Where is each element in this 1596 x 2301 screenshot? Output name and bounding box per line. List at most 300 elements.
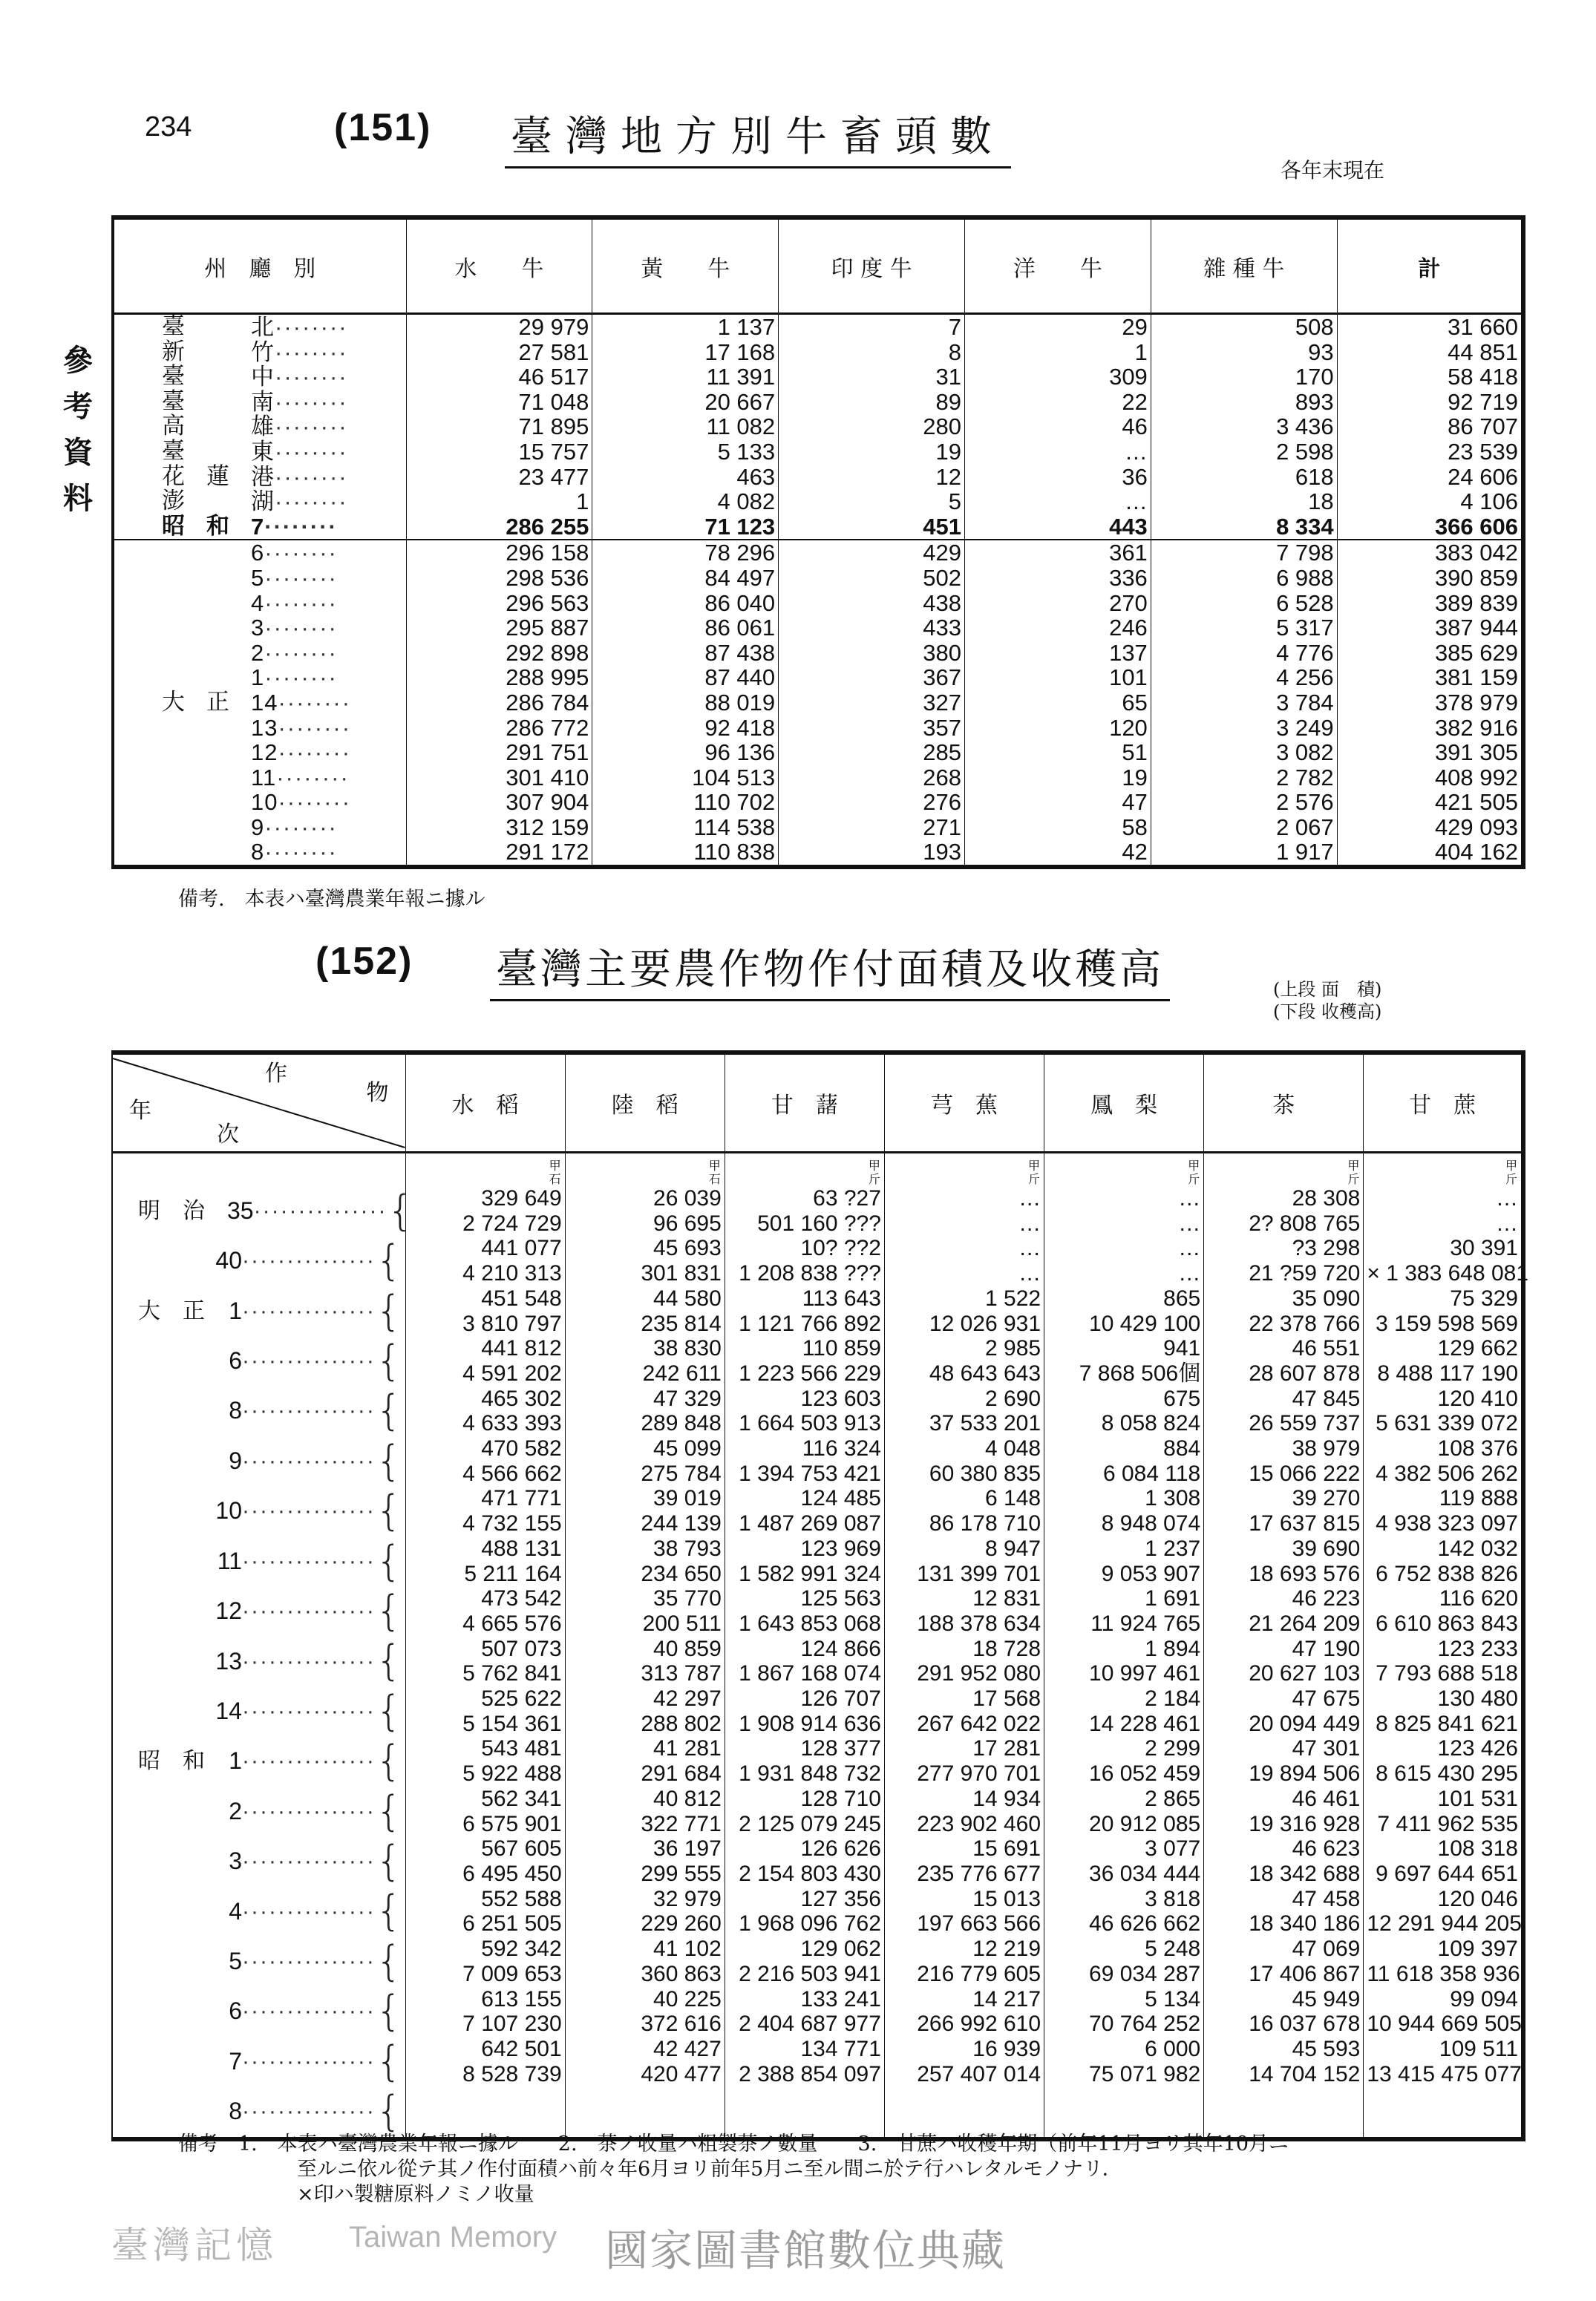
side-label-char: 資	[63, 435, 93, 470]
row-label-text: 中	[251, 364, 275, 390]
harvest-cell: 5 762 841	[405, 1661, 565, 1686]
row-label-group	[117, 566, 403, 591]
area-cell	[1204, 2086, 1364, 2112]
harvest-cell: 299 555	[565, 1862, 725, 1887]
harvest-cell: 501 160 ???	[725, 1211, 884, 1237]
leader-dots: ···············	[242, 1649, 376, 1674]
area-cell: 15 691	[884, 1836, 1044, 1862]
harvest-cell: 37 533 201	[884, 1411, 1044, 1436]
year-number: 40	[215, 1247, 242, 1274]
harvest-cell: 4 566 662	[405, 1462, 565, 1487]
year-label	[112, 1787, 405, 1836]
area-cell: 471 771	[405, 1486, 565, 1511]
harvest-cell: 6 084 118	[1044, 1462, 1204, 1487]
area-cell: 14 934	[884, 1787, 1044, 1812]
header-prefecture: 州 廳 別	[113, 217, 406, 314]
row-label-group	[117, 665, 403, 690]
harvest-cell: 21 264 209	[1204, 1611, 1364, 1637]
area-cell: 865	[1044, 1286, 1204, 1312]
area-cell: …	[884, 1186, 1044, 1211]
brace-icon: {	[375, 1887, 402, 1936]
harvest-cell: 9 697 644 651	[1364, 1862, 1523, 1887]
row-label-group	[117, 462, 403, 490]
harvest-cell: 6 610 863 843	[1364, 1611, 1523, 1637]
leader-dots: ···············	[242, 1849, 376, 1874]
row-label-lead	[251, 414, 396, 439]
table-cell: 298 536	[406, 566, 592, 591]
harvest-cell: 8 825 841 621	[1364, 1712, 1523, 1737]
harvest-cell: …	[1044, 1211, 1204, 1237]
table-row	[113, 765, 1523, 791]
year-number: 9	[229, 1447, 242, 1474]
table-row	[113, 716, 1523, 741]
harvest-cell: 275 784	[565, 1462, 725, 1487]
brace-icon: {	[375, 1487, 402, 1536]
table-row	[113, 489, 1523, 514]
unit-label	[1187, 1159, 1200, 1186]
table-row	[113, 514, 1523, 540]
table-cell: 46 517	[406, 364, 592, 390]
area-cell: 38 830	[565, 1336, 725, 1361]
brace-icon: {	[375, 1586, 402, 1635]
harvest-cell: 1 223 566 229	[725, 1361, 884, 1387]
harvest-cell: 242 611	[565, 1361, 725, 1387]
row-label-group	[117, 716, 403, 741]
unit-cell	[405, 1153, 565, 1187]
area-cell: 75 329	[1364, 1286, 1523, 1312]
table-cell: 367	[779, 665, 965, 690]
harvest-cell: 4 210 313	[405, 1261, 565, 1286]
area-cell: 45 593	[1204, 2037, 1364, 2062]
remark-line: 至ルニ依ル從テ其ノ作付面積ハ前々年6月ヨリ前年5月ニ至ル間ニ於テ行ハレタルモノナリ．	[297, 2158, 1122, 2181]
table-row-area	[112, 1436, 1523, 1462]
harvest-cell: 28 607 878	[1204, 1361, 1364, 1387]
year-number: 5	[229, 1947, 242, 1974]
row-label	[113, 489, 406, 514]
harvest-cell: 2 404 687 977	[725, 2012, 884, 2037]
harvest-cell: 229 260	[565, 1911, 725, 1937]
table-cell: 3 784	[1151, 690, 1337, 716]
row-label-lead	[251, 790, 396, 815]
table-cell: 44 851	[1337, 340, 1523, 365]
harvest-cell: 7 793 688 518	[1364, 1661, 1523, 1686]
unit-harvest: 斤	[868, 1172, 880, 1186]
brace-icon: {	[375, 1286, 402, 1335]
row-label-prefix: 新	[162, 338, 185, 365]
row-label-text: 8	[251, 839, 265, 865]
header-total: 計	[1337, 217, 1523, 314]
area-cell: 507 073	[405, 1637, 565, 1662]
harvest-cell: 234 650	[565, 1562, 725, 1587]
year-label-group	[116, 1286, 402, 1336]
table-cell: 404 162	[1337, 839, 1523, 867]
table-row	[113, 740, 1523, 765]
table-row	[113, 591, 1523, 616]
area-cell: 116 324	[725, 1436, 884, 1462]
harvest-cell: 86 178 710	[884, 1511, 1044, 1536]
harvest-cell: 257 407 014	[884, 2062, 1044, 2087]
area-cell: 126 707	[725, 1686, 884, 1712]
row-label-text: 港	[251, 463, 275, 490]
row-label-lead	[251, 815, 396, 840]
area-cell: 35 090	[1204, 1286, 1364, 1312]
area-cell: 2 299	[1044, 1736, 1204, 1761]
table-row	[113, 364, 1523, 390]
row-label-lead	[251, 591, 396, 616]
table-152-remarks	[178, 2132, 1289, 2207]
harvest-cell: 5 922 488	[405, 1761, 565, 1787]
table-cell: 104 513	[592, 765, 779, 791]
table-cell: 19	[779, 439, 965, 465]
table-row-area	[112, 1686, 1523, 1712]
row-label-lead	[251, 439, 396, 465]
table-cell: 286 772	[406, 716, 592, 741]
area-cell: 127 356	[725, 1887, 884, 1912]
year-number: 10	[215, 1497, 242, 1525]
year-number: 14	[215, 1697, 242, 1724]
harvest-cell: 1 208 838 ???	[725, 1261, 884, 1286]
leader-dots: ········	[275, 488, 348, 515]
harvest-cell: 20 627 103	[1204, 1661, 1364, 1686]
side-label	[63, 338, 93, 522]
table-row-area	[112, 1486, 1523, 1511]
area-cell: 47 329	[565, 1387, 725, 1412]
harvest-cell: 301 831	[565, 1261, 725, 1286]
table-cell: 15 757	[406, 439, 592, 465]
area-cell: 120 410	[1364, 1387, 1523, 1412]
year-number: 6	[229, 1997, 242, 2025]
table-cell: 292 898	[406, 641, 592, 666]
units-stub	[112, 1153, 405, 1187]
area-cell	[1044, 2086, 1204, 2112]
harvest-cell: 322 771	[565, 1812, 725, 1837]
row-label-group	[117, 387, 403, 415]
harvest-cell: 10 997 461	[1044, 1661, 1204, 1686]
table-cell: 92 719	[1337, 390, 1523, 415]
table-cell: 1	[406, 489, 592, 514]
area-cell: 40 225	[565, 1987, 725, 2012]
area-cell: 3 077	[1044, 1836, 1204, 1862]
area-cell: 6 000	[1044, 2037, 1204, 2062]
table-cell: 387 944	[1337, 615, 1523, 641]
table-row-area	[112, 1836, 1523, 1862]
area-cell: …	[1364, 1186, 1523, 1211]
range-note-lower: (下段 收穫高)	[1273, 1001, 1382, 1022]
row-label-prefix: 臺	[162, 313, 185, 340]
harvest-cell: 70 764 252	[1044, 2012, 1204, 2037]
table-cell: 2 576	[1151, 790, 1337, 815]
table-row-area	[112, 1937, 1523, 1962]
table-cell: 24 606	[1337, 465, 1523, 490]
harvest-cell: 69 034 287	[1044, 1962, 1204, 1987]
table-cell: 2 598	[1151, 439, 1337, 465]
header-western-cattle: 洋 牛	[964, 217, 1151, 314]
row-label-group	[117, 439, 403, 465]
table-cell: 327	[779, 690, 965, 716]
header-pineapple: 鳳 梨	[1044, 1053, 1204, 1153]
area-cell: 30 391	[1364, 1236, 1523, 1261]
harvest-cell: 18 340 186	[1204, 1911, 1364, 1937]
unit-area: 甲	[1188, 1159, 1200, 1173]
year-label	[112, 1836, 405, 1886]
diagonal-line	[113, 1055, 405, 1151]
harvest-cell: 8 615 430 295	[1364, 1761, 1523, 1787]
harvest-cell: 7 107 230	[405, 2012, 565, 2037]
harvest-cell: …	[884, 1211, 1044, 1237]
area-cell: 123 233	[1364, 1637, 1523, 1662]
leader-dots: ···············	[242, 1698, 376, 1724]
row-label-lead	[251, 615, 396, 641]
row-label-text: 南	[251, 388, 275, 415]
table-cell: …	[964, 489, 1151, 514]
harvest-cell: 2? 808 765	[1204, 1211, 1364, 1237]
table-cell: 285	[779, 740, 965, 765]
area-cell: 142 032	[1364, 1536, 1523, 1562]
leader-dots: ········	[264, 564, 338, 591]
year-label	[112, 1286, 405, 1336]
row-label	[113, 364, 406, 390]
table-cell: 390 859	[1337, 566, 1523, 591]
row-label-text: 北	[251, 314, 275, 340]
area-cell: 15 013	[884, 1887, 1044, 1912]
harvest-cell: 420 477	[565, 2062, 725, 2087]
unit-cell	[884, 1153, 1044, 1187]
row-label-text: 11	[251, 764, 277, 791]
row-label-prefix: 臺	[162, 437, 185, 465]
header-sweet-potato: 甘 藷	[725, 1053, 884, 1153]
area-cell: 1 237	[1044, 1536, 1204, 1562]
year-number: 3	[229, 1847, 242, 1875]
area-cell: 6 148	[884, 1486, 1044, 1511]
table-cell: 383 042	[1337, 540, 1523, 566]
harvest-cell: 372 616	[565, 2012, 725, 2037]
table-cell: 86 040	[592, 591, 779, 616]
harvest-cell: 289 848	[565, 1411, 725, 1436]
leader-dots: ···············	[242, 1298, 376, 1323]
row-label-text: 10	[251, 789, 278, 816]
harvest-cell: 17 406 867	[1204, 1962, 1364, 1987]
table-152-title: 臺灣主要農作物作付面積及收穫高	[490, 937, 1170, 1001]
row-label-group	[117, 690, 403, 716]
brace-icon: {	[375, 1987, 402, 2036]
row-label	[113, 615, 406, 641]
leader-dots: ········	[264, 540, 338, 566]
area-cell: 116 620	[1364, 1586, 1523, 1611]
table-cell: 4 106	[1337, 489, 1523, 514]
area-cell: 108 318	[1364, 1836, 1523, 1862]
row-label-middle: 正	[206, 688, 229, 716]
row-label	[113, 439, 406, 465]
table-cell: 296 563	[406, 591, 592, 616]
leader-dots: ········	[264, 814, 338, 840]
year-label-group	[116, 1237, 402, 1286]
table-cell: 378 979	[1337, 690, 1523, 716]
table-cell: 12	[779, 465, 965, 490]
side-label-char: 考	[63, 389, 93, 424]
row-label-group	[117, 514, 403, 540]
table-row	[113, 815, 1523, 840]
area-cell: 12 219	[884, 1937, 1044, 1962]
leader-dots: ········	[275, 413, 348, 440]
unit-cell	[1044, 1153, 1204, 1187]
area-cell: 525 622	[405, 1686, 565, 1712]
unit-area: 甲	[1505, 1159, 1517, 1173]
row-label-lead	[251, 839, 396, 865]
area-cell: 46 623	[1204, 1836, 1364, 1862]
area-cell: 109 397	[1364, 1937, 1523, 1962]
harvest-cell: 1 908 914 636	[725, 1712, 884, 1737]
table-cell: 443	[964, 514, 1151, 540]
area-cell: 642 501	[405, 2037, 565, 2062]
corner-year-bottom: 次	[217, 1122, 239, 1148]
area-cell: 5 134	[1044, 1987, 1204, 2012]
harvest-cell: …	[1364, 1211, 1523, 1237]
table-cell: 86 707	[1337, 414, 1523, 439]
leader-dots: ········	[264, 513, 338, 540]
table-cell: 31	[779, 364, 965, 390]
year-number: 2	[229, 1797, 242, 1824]
table-cell: 380	[779, 641, 965, 666]
area-cell: 39 019	[565, 1486, 725, 1511]
harvest-cell: 291 952 080	[884, 1661, 1044, 1686]
row-label-prefix: 臺	[162, 387, 185, 415]
area-cell: 119 888	[1364, 1486, 1523, 1511]
area-cell: 40 859	[565, 1637, 725, 1662]
harvest-cell: 9 053 907	[1044, 1562, 1204, 1587]
unit-label	[708, 1159, 722, 1186]
area-cell: 123 603	[725, 1387, 884, 1412]
row-label-text: 7	[251, 513, 265, 540]
leader-dots: ········	[264, 615, 338, 641]
table-cell: 65	[964, 690, 1151, 716]
harvest-cell: 291 684	[565, 1761, 725, 1787]
leader-dots: ········	[264, 639, 338, 666]
harvest-cell: 75 071 982	[1044, 2062, 1204, 2087]
area-cell: 613 155	[405, 1987, 565, 2012]
area-cell: 36 197	[565, 1836, 725, 1862]
table-cell: 11 082	[592, 414, 779, 439]
row-label-text: 東	[251, 438, 275, 465]
harvest-cell: 1 968 096 762	[725, 1911, 884, 1937]
row-label	[113, 314, 406, 340]
row-label-group	[117, 364, 403, 390]
table-cell: 5	[779, 489, 965, 514]
area-cell: 129 662	[1364, 1336, 1523, 1361]
harvest-cell: 10 429 100	[1044, 1312, 1204, 1337]
area-cell: 39 690	[1204, 1536, 1364, 1562]
table-151-number: (151)	[334, 106, 432, 149]
year-label-group	[116, 1937, 402, 1986]
harvest-cell: 1 394 753 421	[725, 1462, 884, 1487]
table-row	[113, 414, 1523, 439]
table-cell: 23 539	[1337, 439, 1523, 465]
table-cell: 2 782	[1151, 765, 1337, 791]
row-label-group	[117, 641, 403, 666]
row-label-group	[117, 540, 403, 566]
area-cell: 451 548	[405, 1286, 565, 1312]
row-label	[113, 716, 406, 741]
area-cell: 3 818	[1044, 1887, 1204, 1912]
table-cell: 1 917	[1151, 839, 1337, 867]
table-cell: 27 581	[406, 340, 592, 365]
harvest-cell: 5 154 361	[405, 1712, 565, 1737]
table-cell: 114 538	[592, 815, 779, 840]
table-row-area	[112, 2086, 1523, 2112]
year-label-group	[116, 1686, 402, 1736]
leader-dots: ········	[278, 789, 352, 816]
harvest-cell: 60 380 835	[884, 1462, 1044, 1487]
brace-icon: {	[375, 2037, 402, 2086]
table-cell: 4 256	[1151, 665, 1337, 690]
brace-icon: {	[387, 1186, 414, 1235]
harvest-cell: 18 693 576	[1204, 1562, 1364, 1587]
row-label-lead	[251, 390, 396, 415]
harvest-cell: 19 316 928	[1204, 1812, 1364, 1837]
harvest-cell: 266 992 610	[884, 2012, 1044, 2037]
table-cell: 23 477	[406, 465, 592, 490]
harvest-cell: 8 948 074	[1044, 1511, 1204, 1536]
area-cell: 5 248	[1044, 1937, 1204, 1962]
table-cell: 3 082	[1151, 740, 1337, 765]
harvest-cell: 7 411 962 535	[1364, 1812, 1523, 1837]
harvest-cell: 200 511	[565, 1611, 725, 1637]
area-cell: 465 302	[405, 1387, 565, 1412]
unit-label	[549, 1159, 562, 1186]
table-cell: 170	[1151, 364, 1337, 390]
year-label-group	[116, 1336, 402, 1386]
leader-dots: ········	[275, 463, 348, 490]
harvest-cell: 2 216 503 941	[725, 1962, 884, 1987]
harvest-cell: 21 ?59 720	[1204, 1261, 1364, 1286]
table-cell: 47	[964, 790, 1151, 815]
leader-dots: ···············	[242, 1349, 376, 1374]
table-cell: 361	[964, 540, 1151, 566]
year-label-group	[116, 1836, 402, 1886]
table-cell: 42	[964, 839, 1151, 867]
harvest-cell: 36 034 444	[1044, 1862, 1204, 1887]
area-cell: 63 ?27	[725, 1186, 884, 1211]
row-label-lead	[251, 315, 396, 340]
row-label-prefix: 大	[162, 688, 185, 716]
leader-dots: ········	[278, 714, 352, 741]
header-banana: 芎 蕉	[884, 1053, 1044, 1153]
table-151	[111, 215, 1525, 869]
table-cell: 1	[964, 340, 1151, 365]
brace-icon: {	[375, 1536, 402, 1585]
unit-area: 甲	[1028, 1159, 1041, 1173]
brace-icon: {	[375, 1637, 402, 1686]
area-cell: 128 377	[725, 1736, 884, 1761]
area-cell: 2 184	[1044, 1686, 1204, 1712]
area-cell: 2 865	[1044, 1787, 1204, 1812]
year-label	[112, 1236, 405, 1286]
year-number: 12	[215, 1597, 242, 1625]
table-cell: 502	[779, 566, 965, 591]
harvest-cell: 1 582 991 324	[725, 1562, 884, 1587]
table-cell: 18	[1151, 489, 1337, 514]
year-label	[112, 1387, 405, 1436]
table-cell: 193	[779, 839, 965, 867]
year-number: 7	[229, 2047, 242, 2075]
harvest-cell: 1 487 269 087	[725, 1511, 884, 1536]
row-label-group	[117, 315, 403, 340]
table-row-area	[112, 1286, 1523, 1312]
row-label-group	[117, 489, 403, 514]
area-cell: 125 563	[725, 1586, 884, 1611]
table-cell: 276	[779, 790, 965, 815]
harvest-cell: 3 810 797	[405, 1312, 565, 1337]
year-number: 6	[229, 1347, 242, 1375]
